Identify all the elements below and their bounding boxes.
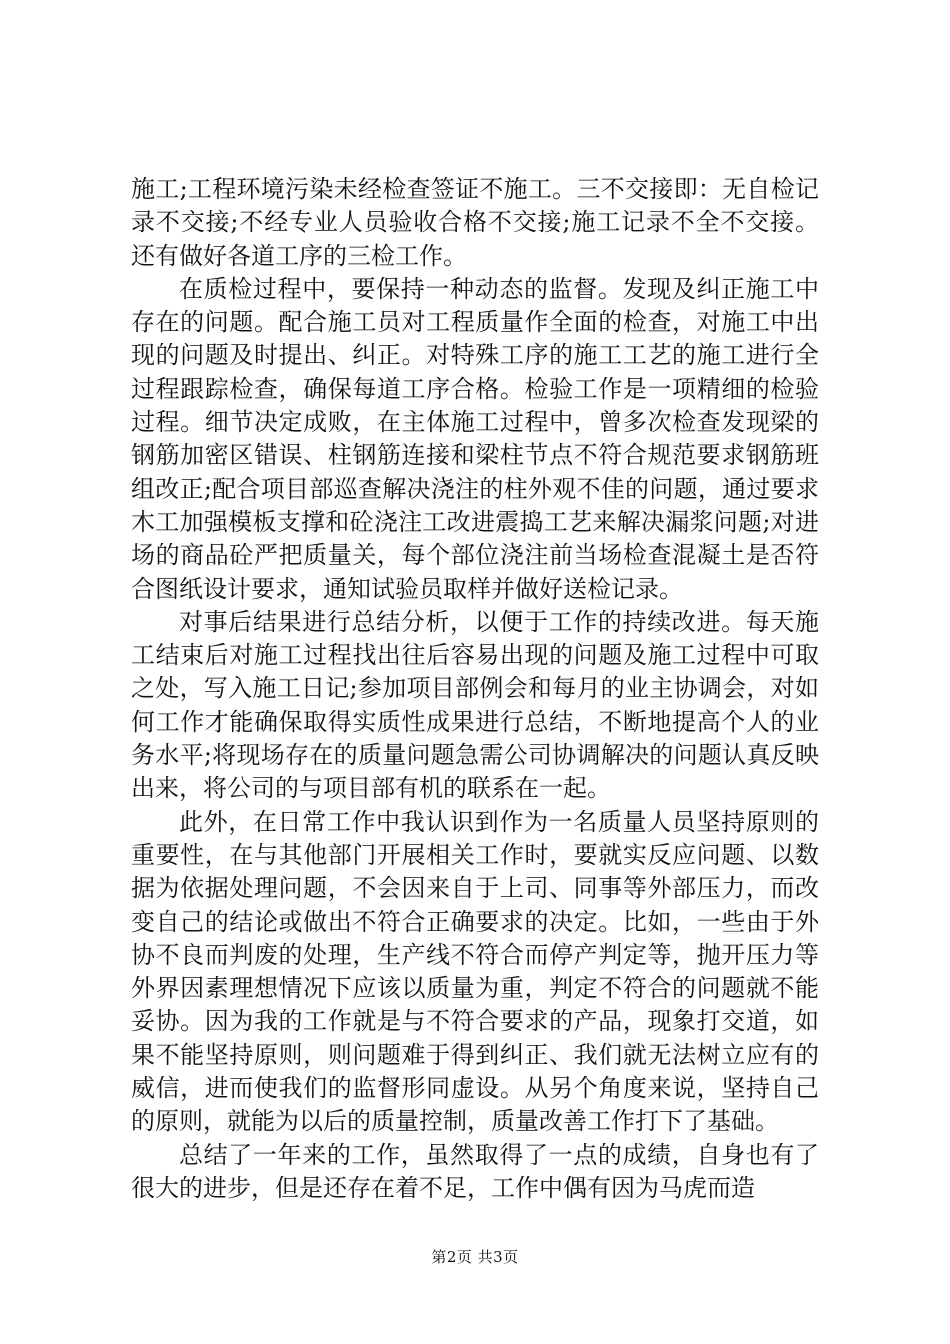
paragraph-3: 对事后结果进行总结分析，以便于工作的持续改进。每天施工结束后对施工过程找出往后容易出现的问题及施工过程中可取之处，写入施工日记;参加项目部例会和每月的业主协调会，对如何工作才能确保取得实质性成果进行总结，不断地提高个人的业务水平;将现场存在的质量问题急需公司协调解决的问题认真反映出来，将公司的与项目部有机的联系在一起。 [131, 607, 819, 803]
paragraph-2: 在质检过程中，要保持一种动态的监督。发现及纠正施工中存在的问题。配合施工员对工程质量作全面的检查，对施工中出现的问题及时提出、纠正。对特殊工序的施工工艺的施工进行全过程跟踪检查，确保每道工序合格。检验工作是一项精细的检验过程。细节决定成败，在主体施工过程中，曾多次检查发现梁的钢筋加密区错误、柱钢筋连接和梁柱节点不符合规范要求钢筋班组改正;配合项目部巡查解决浇注的柱外观不佳的问题，通过要求木工加强模板支撑和砼浇注工改进震捣工艺来解决漏浆问题;对进场的商品砼严把质量关，每个部位浇注前当场检查混凝土是否符合图纸设计要求，通知试验员取样并做好送检记录。 [131, 274, 819, 603]
paragraph-1: 施工;工程环境污染未经检查签证不施工。三不交接即：无自检记录不交接;不经专业人员验收合格不交接;施工记录不全不交接。还有做好各道工序的三检工作。 [131, 175, 819, 270]
paragraph-5: 总结了一年来的工作，虽然取得了一点的成绩，自身也有了很大的进步，但是还存在着不足，工作中偶有因为马虎而造 [131, 1140, 819, 1202]
page-number-footer: 第2页 共3页 [431, 1248, 519, 1266]
document-body [131, 173, 819, 1205]
paragraph-4: 此外，在日常工作中我认识到作为一名质量人员坚持原则的重要性，在与其他部门开展相关工作时，要就实反应问题、以数据为依据处理问题，不会因来自于上司、同事等外部压力，而改变自己的结论或做出不符合正确要求的决定。比如，一些由于外协不良而判废的处理，生产线不符合而停产判定等，抛开压力等外界因素理想情况下应该以质量为重，判定不符合的问题就不能妥协。因为我的工作就是与不符合要求的产品，现象打交道，如果不能坚持原则，则问题难于得到纠正、我们就无法树立应有的威信，进而使我们的监督形同虚设。从另个角度来说，坚持自己的原则，就能为以后的质量控制，质量改善工作打下了基础。 [131, 807, 819, 1136]
